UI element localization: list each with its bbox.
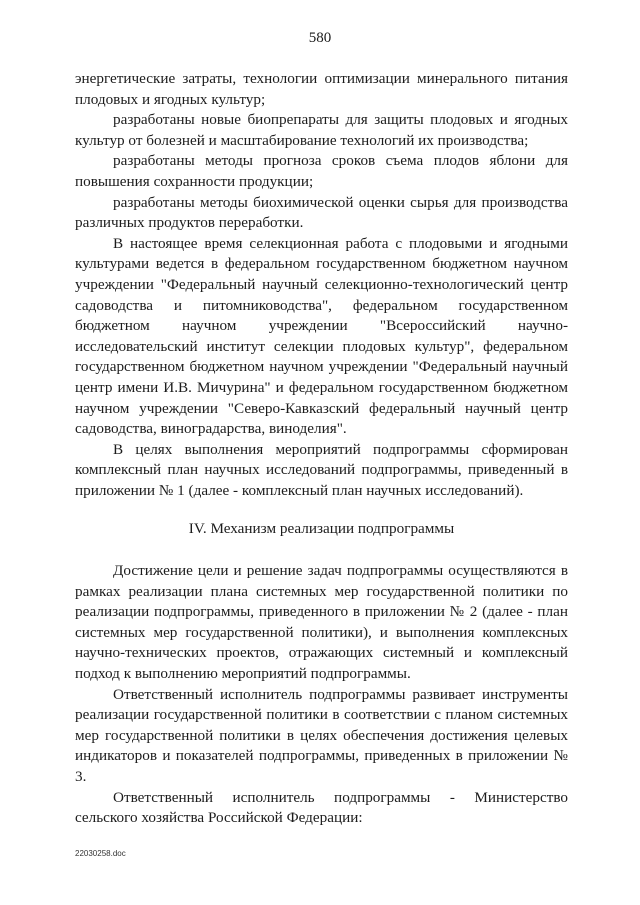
paragraph: Ответственный исполнитель подпрограммы развивает инструменты реализации государственной политики в соответствии с планом системных мер государственной политики в целях обеспечения достижения целевых индикаторов и показателей подпрограммы, приведенных в приложении № 3. xyxy=(75,685,568,785)
paragraph: разработаны методы биохимической оценки сырья для производства различных продуктов переработки. xyxy=(75,193,568,232)
paragraph: энергетические затраты, технологии оптимизации минерального питания плодовых и ягодных культур; xyxy=(75,70,568,108)
page-number: 580 xyxy=(308,30,332,46)
document-body xyxy=(75,69,568,829)
paragraph: Ответственный исполнитель подпрограммы - Министерство сельского хозяйства Российской Федерации: xyxy=(75,788,568,827)
paragraph: Достижение цели и решение задач подпрограммы осуществляются в рамках реализации плана системных мер государственной политики по реализации подпрограммы, приведенного в приложении № 2 (далее - план системных мер государственной политики), и выполнения комплексных научно-технических проектов, отражающих системный и комплексный подход к выполнению мероприятий подпрограммы. xyxy=(75,562,568,683)
section-heading: IV. Механизм реализации подпрограммы xyxy=(188,520,455,538)
paragraph: В целях выполнения мероприятий подпрограммы сформирован комплексный план научных исследований подпрограммы, приведенный в приложении № 1 (далее - комплексный план научных исследований). xyxy=(75,440,568,499)
document-file-code: 22030258.doc xyxy=(75,849,126,858)
paragraph: разработаны методы прогноза сроков съема плодов яблони для повышения сохранности продукции; xyxy=(75,152,568,190)
paragraph: разработаны новые биопрепараты для защиты плодовых и ягодных культур от болезней и масштабирование технологий их производства; xyxy=(75,111,568,149)
paragraph: В настоящее время селекционная работа с плодовыми и ягодными культурами ведется в федеральном государственном бюджетном научном учреждении "Федеральный научный селекционно-технологический центр садоводства и питомниководства", федеральном государственном бюджетном научном учреждении "Всероссийский научно-исследовательский институт селекции плодовых культур", федеральном государственном бюджетном научном учреждении "Федеральный научный центр имени И.В. Мичурина" и федеральном государственном бюджетном научном учреждении "Северо-Кавказский федеральный научный центр садоводства, виноградарства, виноделия". xyxy=(75,234,568,438)
